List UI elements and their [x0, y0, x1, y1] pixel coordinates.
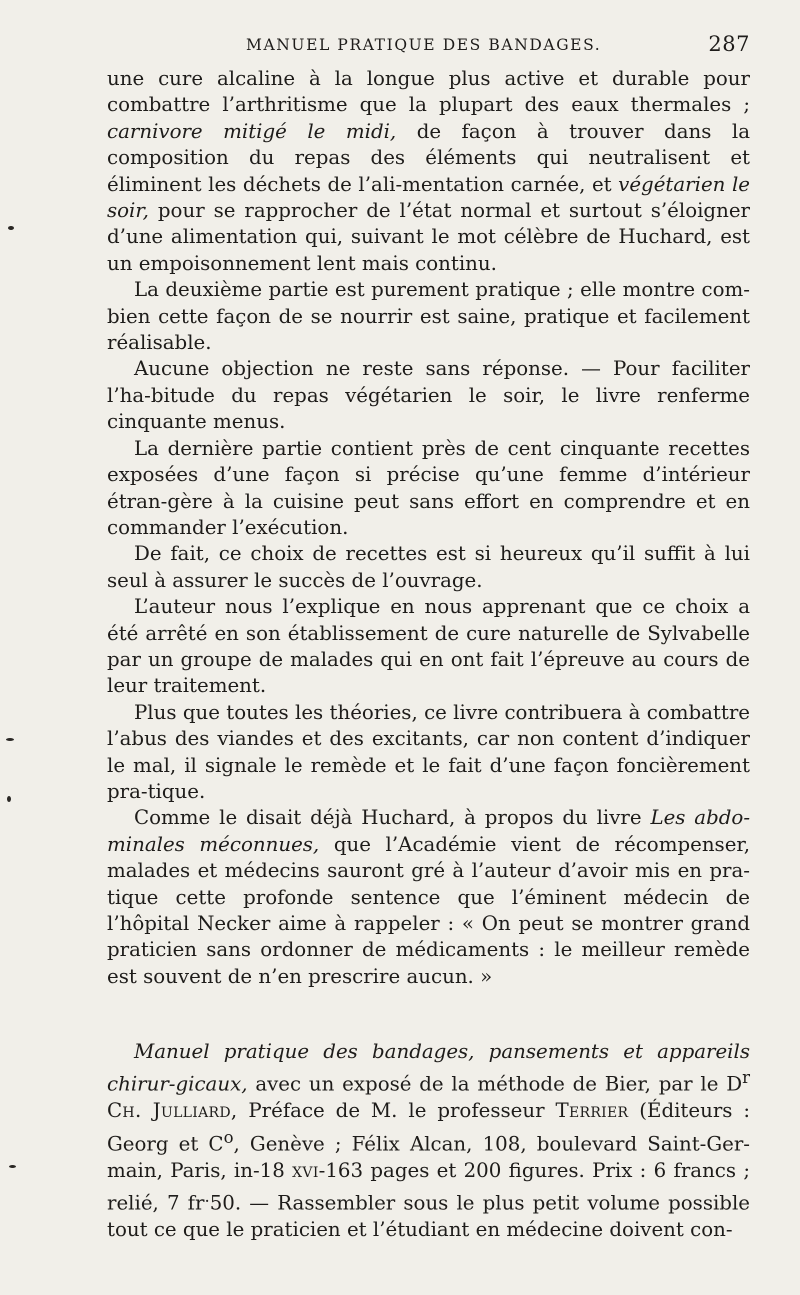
book-review: [107, 1039, 750, 1244]
paragraph-1-text-a: une cure alcaline à la longue plus active et durable pour combattre l’arthritisme que la plupart des eaux thermales ;: [107, 67, 750, 117]
page-number: 287: [708, 32, 750, 56]
margin-speck: [7, 796, 11, 802]
running-title: MANUEL PRATIQUE DES BANDAGES.: [246, 36, 602, 54]
paragraph-1: [107, 66, 750, 277]
paragraph-2: La deuxième partie est purement pratique ; elle montre com-bien cette façon de se nourrir est saine, pratique et facilement réalisable.: [107, 278, 750, 355]
review-text-2: Préface de M. le professeur: [237, 1099, 556, 1123]
paragraph-8-italic-title: Les abdo-minales méconnues,: [107, 806, 750, 856]
paragraph-3: Aucune objection ne reste sans réponse. — Pour faciliter l’ha-bitude du repas végétarien le soir, le livre renferme cinquante menus.: [107, 357, 750, 434]
paragraph-8: [107, 805, 750, 990]
paragraph-7: Plus que toutes les théories, ce livre contribuera à combattre l’abus des viandes et des excitants, car non content d’indiquer le mal, il signale le remède et le fait d’une façon foncièrement pra-tique.: [107, 700, 750, 803]
paragraph-4: La dernière partie contient près de cent cinquante recettes exposées d’une façon si précise qu’une femme d’intérieur étran-gère à la cuisine peut sans effort en comprendre et en commander l’exécution.: [107, 436, 750, 539]
paragraph-1-text-e: pour se rapprocher de l’état normal et surtout s’éloigner d’une alimentation qui, suivant le mot célèbre de Huchard, est un empoisonnement lent mais continu.: [107, 199, 750, 275]
paragraph-1-italic-carnivore: carnivore mitigé le midi,: [107, 119, 397, 143]
review-text-3: (Éditeurs : Georg et C: [107, 1099, 751, 1156]
review-paragraph: [107, 1039, 750, 1244]
review-terrier: Terrier: [555, 1099, 629, 1123]
review-text-5: -163 pages et 200 figures. Prix : 6 francs ; relié, 7 fr: [107, 1158, 750, 1215]
margin-speck: [8, 226, 14, 230]
margin-speck: [6, 738, 14, 741]
paragraph-1-text-c: de façon à trouver dans la composition du repas des éléments qui neutralisent et éliminent les déchets de l’ali-mentation carnée, et: [107, 119, 750, 196]
review-author: Ch. Julliard,: [107, 1099, 238, 1123]
review-dr-superscript: r: [742, 1068, 750, 1088]
review-text-4: , Genève ; Félix Alcan, 108, boulevard Saint-Ger-main, Paris, in-18: [107, 1132, 750, 1182]
margin-speck: [9, 1165, 16, 1168]
review-pages-roman: xvi: [292, 1158, 319, 1182]
review-text-1: avec un exposé de la méthode de Bier, par le D: [247, 1073, 743, 1096]
review-text-6: 50. — Rassembler sous le plus petit volume possible tout ce que le praticien et l’étudiant en médecine doivent con-: [107, 1191, 750, 1242]
paragraph-8-text-a: Comme le disait déjà Huchard, à propos du livre: [134, 806, 651, 830]
paragraph-8-text-c: que l’Académie vient de récompenser, malades et médecins sauront gré à l’auteur d’avoir mis en pra-tique cette profonde sentence que l’éminent médecin de l’hôpital Necker aime à rappeler : « On peut se montrer grand praticien sans ordonner de médicaments : le meilleur remède est souvent de n’en prescrire aucun. »: [107, 832, 750, 988]
review-co-superscript: o: [223, 1127, 234, 1147]
paragraph-1-italic-vegetarien: végétarien le soir,: [107, 172, 750, 223]
review-fr-superscript: .: [204, 1187, 210, 1207]
paragraph-5: De fait, ce choix de recettes est si heureux qu’il suffit à lui seul à assurer le succès de l’ouvrage.: [107, 542, 750, 592]
body-text: [107, 66, 750, 990]
paragraph-6: L’auteur nous l’explique en nous apprenant que ce choix a été arrêté en son établissement de cure naturelle de Sylvabelle par un groupe de malades qui en ont fait l’épreuve au cours de leur traitement.: [107, 595, 750, 698]
page-header: [246, 32, 750, 62]
review-title: Manuel pratique des bandages, pansements et appareils chirur-gicaux,: [107, 1040, 750, 1096]
